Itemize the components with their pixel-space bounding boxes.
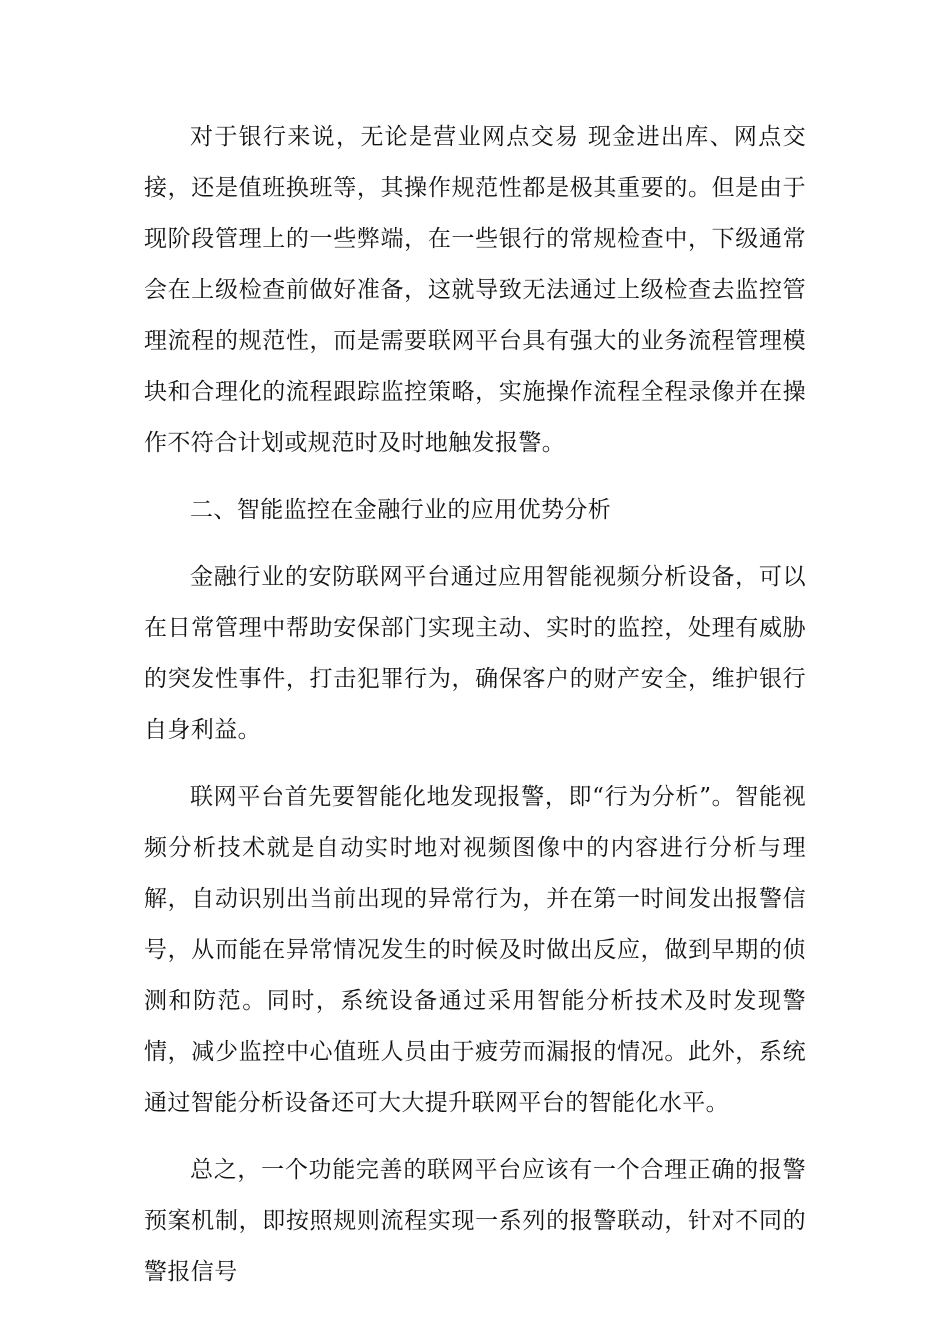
section-heading: 二、智能监控在金融行业的应用优势分析	[190, 497, 612, 523]
paragraph-gap	[144, 469, 806, 485]
paragraph-behavior-analysis: 联网平台首先要智能化地发现报警，即“行为分析”。智能视频分析技术就是自动实时地对视频图像中的内容进行分析与理解，自动识别出当前出现的异常行为，并在第一时间发出报警信号，从而能在异常情况发生的时候及时做出反应，做到早期的侦测和防范。同时，系统设备通过采用智能分析技术及时发现警情，减少监控中心值班人员由于疲劳而漏报的情况。此外，系统通过智能分析设备还可大大提升联网平台的智能化水平。	[144, 784, 806, 1116]
paragraph-bank-operations: 对于银行来说，无论是营业网点交易 现金进出库、网点交接，还是值班换班等，其操作规范性都是极其重要的。但是由于现阶段管理上的一些弊端，在一些银行的常规检查中，下级通常会在上级检查前做好准备，这就导致无法通过上级检查去监控管理流程的规范性，而是需要联网平台具有强大的业务流程管理模块和合理化的流程跟踪监控策略，实施操作流程全程录像并在操作不符合计划或规范时及时地触发报警。	[144, 124, 806, 456]
paragraph-conclusion: 总之，一个功能完善的联网平台应该有一个合理正确的报警预案机制，即按照规则流程实现一系列的报警联动，针对不同的警报信号	[144, 1157, 806, 1285]
document-body	[144, 112, 806, 1298]
paragraph-gap	[144, 536, 806, 552]
paragraph-gap	[144, 1129, 806, 1145]
paragraph-finance-security: 金融行业的安防联网平台通过应用智能视频分析设备，可以在日常管理中帮助安保部门实现主动、实时的监控，处理有威胁的突发性事件，打击犯罪行为，确保客户的财产安全，维护银行自身利益。	[144, 564, 806, 743]
paragraph-gap	[144, 756, 806, 772]
